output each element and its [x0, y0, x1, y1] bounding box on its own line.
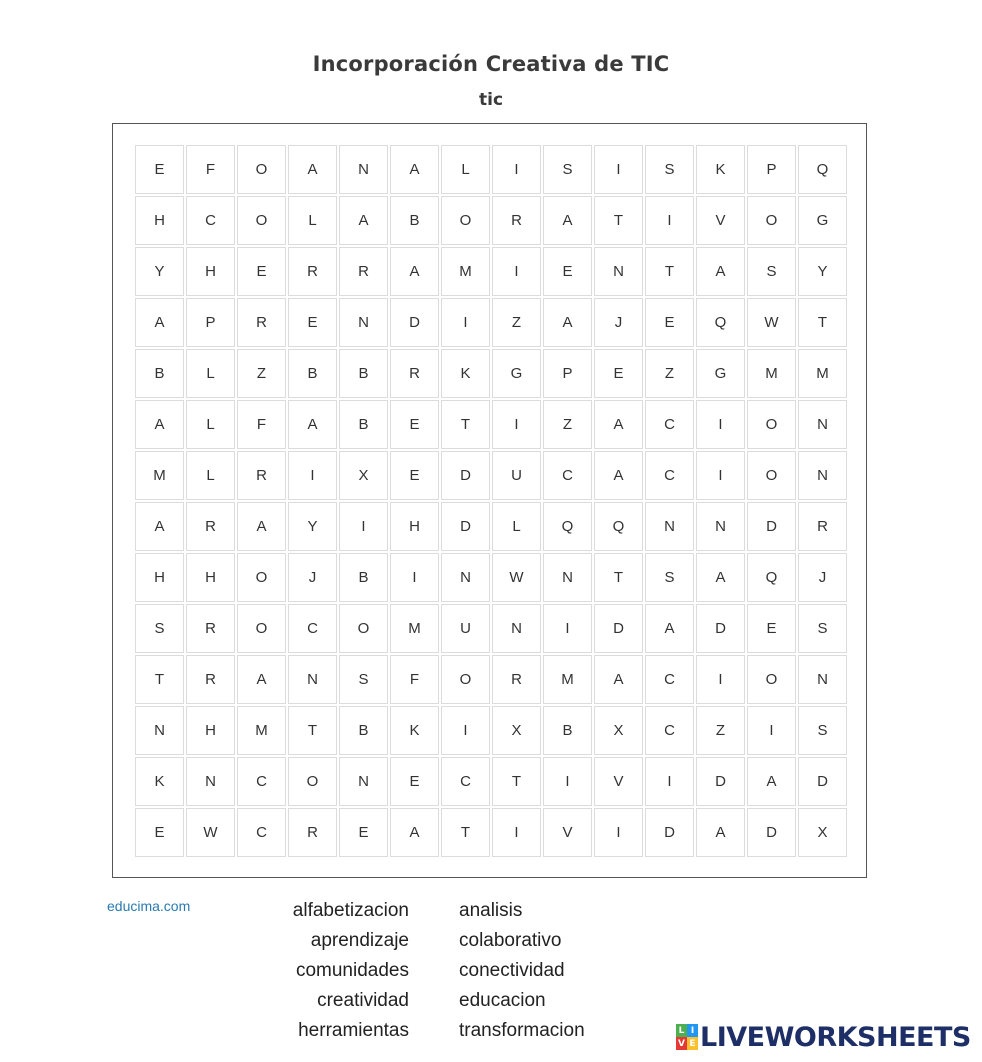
grid-cell[interactable]: C	[237, 808, 286, 857]
grid-cell[interactable]: O	[237, 604, 286, 653]
grid-cell[interactable]: N	[492, 604, 541, 653]
brand-icon-letter: L	[676, 1024, 687, 1037]
grid-cell[interactable]: N	[339, 145, 388, 194]
grid-cell[interactable]: U	[441, 604, 490, 653]
grid-cell[interactable]: X	[594, 706, 643, 755]
grid-cell[interactable]: F	[237, 400, 286, 449]
grid-cell[interactable]: Z	[696, 706, 745, 755]
grid-cell[interactable]: B	[543, 706, 592, 755]
grid-cell[interactable]: A	[696, 553, 745, 602]
grid-cell[interactable]: L	[186, 349, 235, 398]
grid-cell[interactable]: A	[339, 196, 388, 245]
grid-cell[interactable]: K	[441, 349, 490, 398]
grid-cell[interactable]: I	[441, 298, 490, 347]
grid-cell[interactable]: J	[798, 553, 847, 602]
grid-cell[interactable]: E	[135, 145, 184, 194]
grid-cell[interactable]: N	[696, 502, 745, 551]
grid-cell[interactable]: A	[594, 655, 643, 704]
grid-cell[interactable]: T	[594, 553, 643, 602]
grid-cell[interactable]: A	[288, 400, 337, 449]
grid-cell[interactable]: Q	[594, 502, 643, 551]
grid-cell[interactable]: I	[339, 502, 388, 551]
grid-cell[interactable]: E	[390, 451, 439, 500]
grid-cell[interactable]: L	[492, 502, 541, 551]
grid-cell[interactable]: R	[237, 451, 286, 500]
grid-cell[interactable]: Y	[798, 247, 847, 296]
grid-cell[interactable]: I	[492, 145, 541, 194]
grid-cell[interactable]: T	[594, 196, 643, 245]
grid-cell[interactable]: D	[645, 808, 694, 857]
grid-cell[interactable]: V	[696, 196, 745, 245]
grid-cell[interactable]: T	[645, 247, 694, 296]
grid-cell[interactable]: A	[135, 400, 184, 449]
grid-cell[interactable]: E	[135, 808, 184, 857]
grid-cell[interactable]: N	[135, 706, 184, 755]
grid-cell[interactable]: S	[135, 604, 184, 653]
grid-cell[interactable]: I	[594, 808, 643, 857]
grid-cell[interactable]: J	[594, 298, 643, 347]
grid-cell[interactable]: O	[747, 451, 796, 500]
grid-cell[interactable]: C	[645, 706, 694, 755]
grid-cell[interactable]: E	[339, 808, 388, 857]
grid-cell[interactable]: E	[594, 349, 643, 398]
grid-cell[interactable]: W	[186, 808, 235, 857]
grid-cell[interactable]: R	[798, 502, 847, 551]
grid-cell[interactable]: N	[441, 553, 490, 602]
grid-cell[interactable]: S	[798, 604, 847, 653]
grid-cell[interactable]: B	[339, 400, 388, 449]
grid-cell[interactable]: L	[441, 145, 490, 194]
grid-cell[interactable]: E	[645, 298, 694, 347]
brand-text: LIVEWORKSHEETS	[700, 1021, 971, 1053]
grid-cell[interactable]: R	[186, 502, 235, 551]
grid-cell[interactable]: X	[798, 808, 847, 857]
grid-cell[interactable]: N	[798, 400, 847, 449]
word-list-item: herramientas	[298, 1020, 409, 1041]
grid-cell[interactable]: V	[543, 808, 592, 857]
grid-cell[interactable]: R	[288, 247, 337, 296]
grid-cell[interactable]: H	[186, 247, 235, 296]
grid-cell[interactable]: X	[492, 706, 541, 755]
grid-cell[interactable]: I	[645, 196, 694, 245]
grid-cell[interactable]: O	[339, 604, 388, 653]
grid-cell[interactable]: D	[441, 451, 490, 500]
word-list-item: educacion	[459, 990, 546, 1011]
grid-cell[interactable]: O	[237, 553, 286, 602]
grid-cell[interactable]: T	[135, 655, 184, 704]
grid-cell[interactable]: O	[441, 655, 490, 704]
grid-cell[interactable]: E	[288, 298, 337, 347]
grid-cell[interactable]: M	[390, 604, 439, 653]
grid-cell[interactable]: N	[339, 298, 388, 347]
brand-icon-letter: I	[687, 1024, 698, 1037]
grid-cell[interactable]: T	[798, 298, 847, 347]
grid-cell[interactable]: N	[288, 655, 337, 704]
grid-cell[interactable]: I	[288, 451, 337, 500]
word-list-item: alfabetizacion	[292, 900, 409, 921]
grid-cell[interactable]: H	[186, 706, 235, 755]
grid-cell[interactable]: N	[645, 502, 694, 551]
grid-cell[interactable]: Q	[798, 145, 847, 194]
grid-cell[interactable]: Z	[492, 298, 541, 347]
grid-cell[interactable]: B	[339, 349, 388, 398]
grid-cell[interactable]: S	[645, 145, 694, 194]
grid-cell[interactable]: I	[492, 808, 541, 857]
grid-cell[interactable]: K	[135, 757, 184, 806]
grid-cell[interactable]: Q	[543, 502, 592, 551]
grid-cell[interactable]: V	[594, 757, 643, 806]
grid-cell[interactable]: D	[441, 502, 490, 551]
grid-cell[interactable]: G	[696, 349, 745, 398]
grid-cell[interactable]: M	[441, 247, 490, 296]
grid-cell[interactable]: W	[492, 553, 541, 602]
grid-cell[interactable]: A	[594, 451, 643, 500]
brand-icon-letter: E	[687, 1037, 698, 1050]
grid-cell[interactable]: E	[543, 247, 592, 296]
grid-cell[interactable]: E	[747, 604, 796, 653]
grid-cell[interactable]: K	[390, 706, 439, 755]
grid-cell[interactable]: R	[237, 298, 286, 347]
grid-cell[interactable]: A	[390, 145, 439, 194]
grid-cell[interactable]: S	[798, 706, 847, 755]
grid-cell[interactable]: R	[492, 655, 541, 704]
word-list-item: creatividad	[317, 990, 409, 1011]
grid-cell[interactable]: A	[237, 655, 286, 704]
grid-cell[interactable]: C	[543, 451, 592, 500]
grid-cell[interactable]: A	[135, 298, 184, 347]
grid-cell[interactable]: I	[594, 145, 643, 194]
grid-cell[interactable]: R	[339, 247, 388, 296]
grid-cell[interactable]: I	[492, 400, 541, 449]
grid-cell[interactable]: I	[747, 706, 796, 755]
grid-cell[interactable]: C	[441, 757, 490, 806]
grid-cell[interactable]: X	[339, 451, 388, 500]
word-list-right	[459, 896, 659, 1046]
grid-cell[interactable]: A	[390, 247, 439, 296]
grid-cell[interactable]: N	[594, 247, 643, 296]
grid-cell[interactable]: S	[747, 247, 796, 296]
grid-cell[interactable]: O	[747, 655, 796, 704]
grid-cell[interactable]: N	[798, 451, 847, 500]
grid-cell[interactable]: A	[390, 808, 439, 857]
word-list-item: analisis	[459, 900, 523, 921]
grid-cell[interactable]: K	[696, 145, 745, 194]
grid-cell[interactable]: Z	[645, 349, 694, 398]
grid-cell[interactable]: A	[135, 502, 184, 551]
grid-cell[interactable]: O	[237, 145, 286, 194]
grid-cell[interactable]: Y	[135, 247, 184, 296]
grid-cell[interactable]: M	[135, 451, 184, 500]
grid-cell[interactable]: C	[645, 451, 694, 500]
word-search-board	[112, 123, 867, 878]
grid-cell[interactable]: F	[186, 145, 235, 194]
grid-cell[interactable]: N	[339, 757, 388, 806]
grid-cell[interactable]: M	[798, 349, 847, 398]
word-list-item: conectividad	[459, 960, 565, 981]
grid-cell[interactable]: C	[237, 757, 286, 806]
grid-cell[interactable]: U	[492, 451, 541, 500]
brand-icon-letter: V	[676, 1037, 687, 1050]
grid-cell[interactable]: Z	[237, 349, 286, 398]
grid-cell[interactable]: S	[645, 553, 694, 602]
grid-cell[interactable]: D	[747, 502, 796, 551]
grid-cell[interactable]: R	[186, 655, 235, 704]
grid-cell[interactable]: H	[186, 553, 235, 602]
grid-cell[interactable]: R	[186, 604, 235, 653]
grid-cell[interactable]: I	[645, 757, 694, 806]
word-list-item: transformacion	[459, 1020, 585, 1041]
grid-cell[interactable]: A	[696, 808, 745, 857]
grid-cell[interactable]: C	[645, 655, 694, 704]
grid-cell[interactable]: D	[696, 604, 745, 653]
grid-cell[interactable]: B	[339, 706, 388, 755]
grid-cell[interactable]: L	[288, 196, 337, 245]
grid-cell[interactable]: Z	[543, 400, 592, 449]
grid-cell[interactable]: O	[747, 196, 796, 245]
grid-cell[interactable]: E	[390, 400, 439, 449]
grid-cell[interactable]: A	[696, 247, 745, 296]
word-list-left	[200, 896, 409, 1046]
grid-cell[interactable]: P	[543, 349, 592, 398]
grid-cell[interactable]: D	[390, 298, 439, 347]
grid-cell[interactable]: Q	[747, 553, 796, 602]
word-list-item: aprendizaje	[310, 930, 409, 951]
grid-cell[interactable]: S	[543, 145, 592, 194]
grid-cell[interactable]: I	[390, 553, 439, 602]
grid-cell[interactable]: H	[135, 553, 184, 602]
grid-cell[interactable]: A	[594, 400, 643, 449]
word-list-item: colaborativo	[459, 930, 562, 951]
grid-cell[interactable]: H	[390, 502, 439, 551]
grid-cell[interactable]: J	[288, 553, 337, 602]
liveworksheets-logo	[676, 1022, 971, 1052]
grid-cell[interactable]: H	[135, 196, 184, 245]
grid-cell[interactable]: S	[339, 655, 388, 704]
grid-cell[interactable]: P	[186, 298, 235, 347]
grid-cell[interactable]: M	[543, 655, 592, 704]
grid-cell[interactable]: T	[441, 400, 490, 449]
grid-cell[interactable]: I	[492, 247, 541, 296]
grid-cell[interactable]: I	[441, 706, 490, 755]
grid-cell[interactable]: C	[645, 400, 694, 449]
grid-cell[interactable]: R	[288, 808, 337, 857]
grid-cell[interactable]: Y	[288, 502, 337, 551]
grid-cell[interactable]: N	[543, 553, 592, 602]
grid-cell[interactable]: O	[288, 757, 337, 806]
grid-cell[interactable]: Q	[696, 298, 745, 347]
grid-cell[interactable]: B	[288, 349, 337, 398]
grid-cell[interactable]: D	[594, 604, 643, 653]
word-list-item: comunidades	[295, 960, 409, 981]
grid-cell[interactable]: G	[492, 349, 541, 398]
grid-cell[interactable]: A	[543, 298, 592, 347]
grid-cell[interactable]: O	[237, 196, 286, 245]
grid-cell[interactable]: E	[237, 247, 286, 296]
grid-cell[interactable]: D	[696, 757, 745, 806]
grid-cell[interactable]: R	[390, 349, 439, 398]
grid-cell[interactable]: O	[747, 400, 796, 449]
grid-cell[interactable]: D	[798, 757, 847, 806]
grid-cell[interactable]: N	[798, 655, 847, 704]
grid-cell[interactable]: I	[543, 757, 592, 806]
grid-cell[interactable]: T	[441, 808, 490, 857]
grid-cell[interactable]: I	[696, 655, 745, 704]
grid-cell[interactable]: L	[186, 400, 235, 449]
grid-cell[interactable]: W	[747, 298, 796, 347]
grid-cell[interactable]: A	[237, 502, 286, 551]
grid-cell[interactable]: B	[135, 349, 184, 398]
grid-cell[interactable]: I	[696, 451, 745, 500]
liveworksheets-icon	[676, 1024, 698, 1050]
page-subtitle: tic	[478, 90, 504, 110]
grid-cell[interactable]: M	[237, 706, 286, 755]
grid-cell[interactable]: A	[747, 757, 796, 806]
grid-cell[interactable]: I	[696, 400, 745, 449]
page-title: Incorporación Creativa de TIC	[312, 52, 670, 76]
grid-cell[interactable]: L	[186, 451, 235, 500]
grid-cell[interactable]: P	[747, 145, 796, 194]
grid-cell[interactable]: C	[288, 604, 337, 653]
grid-cell[interactable]: B	[390, 196, 439, 245]
letter-grid	[135, 145, 847, 857]
grid-cell[interactable]: F	[390, 655, 439, 704]
grid-cell[interactable]: A	[543, 196, 592, 245]
grid-cell[interactable]: T	[288, 706, 337, 755]
grid-cell[interactable]: N	[186, 757, 235, 806]
grid-cell[interactable]: R	[492, 196, 541, 245]
grid-cell[interactable]: A	[645, 604, 694, 653]
grid-cell[interactable]: E	[390, 757, 439, 806]
grid-cell[interactable]: G	[798, 196, 847, 245]
grid-cell[interactable]: M	[747, 349, 796, 398]
grid-cell[interactable]: B	[339, 553, 388, 602]
grid-cell[interactable]: I	[543, 604, 592, 653]
credit-link[interactable]: educima.com	[107, 898, 191, 914]
grid-cell[interactable]: C	[186, 196, 235, 245]
grid-cell[interactable]: D	[747, 808, 796, 857]
grid-cell[interactable]: A	[288, 145, 337, 194]
grid-cell[interactable]: O	[441, 196, 490, 245]
grid-cell[interactable]: T	[492, 757, 541, 806]
